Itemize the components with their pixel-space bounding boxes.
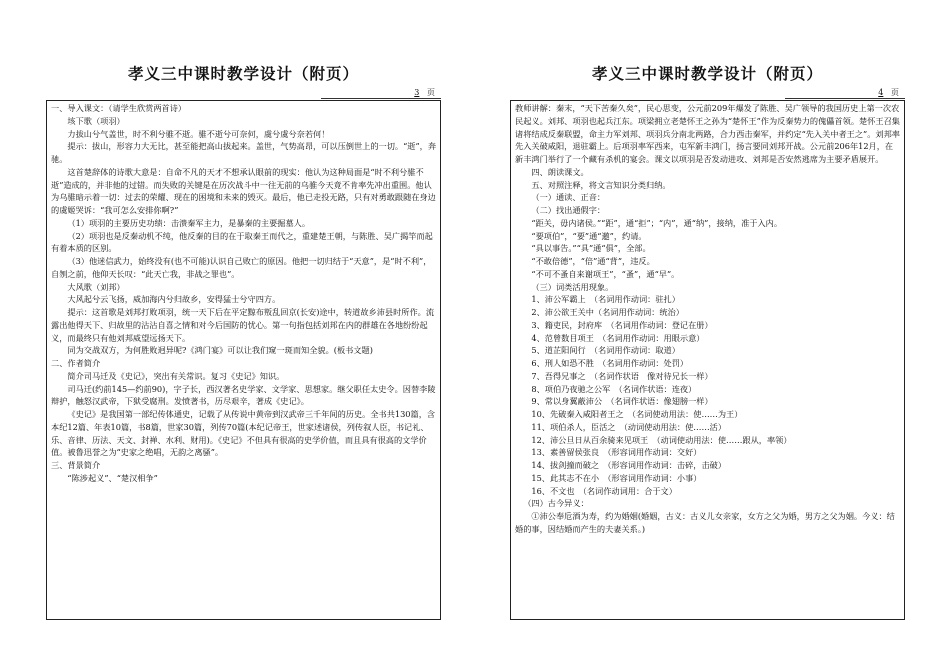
content-line: （三）词类活用现象。 — [531, 281, 614, 292]
content-line: 垓下歌（项羽） — [67, 115, 125, 126]
lesson-content-box — [46, 100, 441, 620]
page-number — [785, 88, 905, 99]
content-line: “不可不蚤自来谢项王”，“蚤”，通“早”。 — [531, 268, 680, 279]
content-line: 14、拔剑撞而破之 （形容词用作动词：击碎，击破） — [531, 460, 727, 470]
content-line: （四）古今异义： — [523, 498, 589, 509]
content-line: 简介司马迁及《史记》，突出有关常识。复习《史记》知识。 — [67, 370, 285, 381]
lesson-content-box — [510, 100, 905, 620]
content-line: 大风起兮云飞扬，威加海内兮归故乡，安得猛士兮守四方。 — [67, 294, 281, 305]
content-line: 司马迁(约前145—约前90)，字子长，西汉著名史学家、文学家、思想家。继父职任太史令。因替李陵辩护，触怒汉武帝，下狱受腐刑。发愤著书，历尽艰辛，著成《史记》。 — [51, 383, 436, 407]
page-title: 孝义三中课时教学设计（附页） — [127, 65, 359, 83]
content-line: “要项伯”，“要”通“邀”，约请。 — [531, 230, 647, 241]
content-line: 7、吾得兄事之 （名词作状语 像对待兄长一样） — [531, 370, 713, 381]
content-line: （一）通读、正音： — [531, 192, 606, 203]
content-line: （3）他迷信武力，始终没有(也不可能)认识自己败亡的原因。他把一切归结于“天意”，是“时不利”，自刎之前，他仰天长叹：“此天亡我，非战之罪也”。 — [51, 256, 432, 279]
page-number-value: 4 — [878, 88, 884, 97]
content-line: 1、沛公军霸上 （名词用作动词：驻扎） — [531, 294, 680, 305]
content-line: “具以事告。”“具”通“俱”，全部。 — [531, 243, 651, 254]
content-line: 10、先破秦入咸阳者王之 （名词使动用法：使……为王） — [531, 409, 743, 419]
page-number-suffix: 页 — [891, 88, 899, 97]
content-line: 5、道芷阳间行 （名词用作动词：取道） — [531, 345, 680, 356]
content-line: 三、背景简介 — [51, 460, 101, 470]
content-line: （1）项羽的主要历史功绩：击溃秦军主力，是暴秦的主要掘墓人。 — [67, 217, 311, 228]
content-line: 四、朗读课文。 — [531, 166, 589, 177]
content-line: 9、常以身翼蔽沛公 （名词作状语：像翅膀一样） — [531, 396, 713, 407]
content-line: 11、项伯杀人，臣活之 （动词使动用法：使……活） — [531, 421, 727, 432]
content-line: 8、项伯乃夜驰之公军 （名词作状语：连夜） — [531, 383, 697, 394]
content-line: 16、不文也 （名词作动词用：合于文） — [531, 485, 677, 496]
content-line: 12、沛公旦日从百余骑来见项王 （动词使动用法：使……跟从，率领） — [531, 434, 792, 445]
content-line: 13、素善留侯张良 （形容词用作动词：交好） — [531, 447, 702, 458]
content-line: “距关，毋内诸侯。”“距”，通“拒”；“内”，通“纳”，接纳，准于入内。 — [531, 217, 783, 228]
content-line: 3、籍吏民，封府库 （名词用作动词：登记在册） — [531, 319, 713, 330]
content-line: 提示：拔山，形容力大无比，甚至能把高山拔起来。盖世，气势高昂，可以压倒世上的一切。“逝”，奔驰。 — [51, 141, 437, 164]
content-line: 2、沛公欲王关中（名词用作动词：统治） — [531, 307, 684, 317]
content-line: 一、导入课文：（请学生欣赏两首诗） — [51, 103, 187, 113]
content-line: 教师讲解：秦末，“天下苦秦久矣”，民心思变，公元前209年爆发了陈胜、吴广领导的我国历史上第一次农民起义。刘邦、项羽也起兵江东。项梁拥立老楚怀王之孙为“楚怀王”作为反秦势力的傀儡首领。楚怀王召集诸将结成反秦联盟，命主力军刘邦、项羽兵分南北两路，合力西击秦军，并约定“先入关中者王之”。刘邦率先入关破咸阳，退驻霸上。后项羽率军西来，屯军新丰鸿门，扬言要同刘邦开战。公元前206年12月，在新丰鸿门举行了一个藏有杀机的宴会。课文以项羽是否发动进攻、刘邦是否安然逃席为主要矛盾展开。 — [515, 103, 900, 164]
content-line: 这首楚辞体的诗歌大意是：自命不凡的天才不想承认眼前的现实：他认为这种局面是“时不利兮骓不逝”造成的，并非他的过错。而失败的关键是在历次战斗中一往无前的乌骓今天竟不肯率先冲出重围。他认为乌骓暗示着一切：过去的荣耀、现在的困境和未来的毁灭。最后，他已走投无路，只有对勇敢跟随在身边的虞姬哭诉：“我可怎么安排你啊?” — [51, 166, 436, 215]
content-line: “陈涉起义”、“楚汉相争” — [67, 472, 158, 483]
content-line: （2）项羽也是反秦动机不纯，他反秦的目的在于取秦王而代之，重建楚王朝，与陈胜、吴广揭竿而起有着本质的区别。 — [51, 230, 433, 254]
content-line: 力拔山兮气盖世，时不利兮骓不逝。骓不逝兮可奈何，虞兮虞兮奈若何！ — [67, 128, 330, 139]
page-number-value: 3 — [414, 88, 420, 97]
content-line: 二、作者简介 — [51, 358, 101, 368]
content-line: 《史记》是我国第一部纪传体通史，记载了从传说中黄帝到汉武帝三千年间的历史。全书共130篇，含本纪12篇、年表10篇，书8篇，世家30篇，列传70篇(本纪记帝王，世家述诸侯，列传叙人臣，书记礼、乐、音律、历法、天文、封禅、水利、财用)。《史记》不但具有很高的史学价值，而且具有很高的文学价值。被鲁迅誉之为“史家之绝唱，无韵之离骚”。 — [51, 409, 436, 458]
content-line: 6、刑人如恐不胜 （名词用作动词：处罚） — [531, 358, 689, 368]
content-line: 同为交战双方，为何胜败迥异呢?《鸿门宴》可以让我们窥一斑而知全貌。(板书文题) — [67, 345, 373, 356]
content-line: ①沛公奉卮酒为寿，约为婚姻(婚姻，古义：古义儿女亲家，女方之父为婚，男方之父为姻。今义：结婚的事，因结婚而产生的夫妻关系。) — [515, 511, 895, 534]
content-line: 大风歌（刘邦） — [67, 281, 125, 292]
page-title: 孝义三中课时教学设计（附页） — [591, 65, 823, 83]
content-line: 五、对照注释，将文言知识分类归纳。 — [531, 179, 671, 190]
content-line: （二）找出通假字： — [531, 205, 606, 215]
content-line: 15、此其志不在小 （形容词用作动词：小事） — [531, 472, 702, 483]
page-number — [321, 88, 441, 99]
content-line: 提示：这首歌是刘邦打败项羽，统一天下后在平定黥布叛乱回京(长安)途中，转道故乡沛县时所作。流露出他得天下、归故里的沾沾自喜之情和对今后国防的忧心。第一句指包括刘邦在内的群雄在各地纷纷起义，而最终只有他刘邦威望远扬天下。 — [51, 307, 435, 343]
content-line: 4、范曾数目项王 （名词用作动词：用眼示意） — [531, 332, 705, 343]
content-line: “不敢倍德”，“倍”通“背”，违反。 — [531, 256, 655, 266]
page-number-suffix: 页 — [427, 88, 435, 97]
